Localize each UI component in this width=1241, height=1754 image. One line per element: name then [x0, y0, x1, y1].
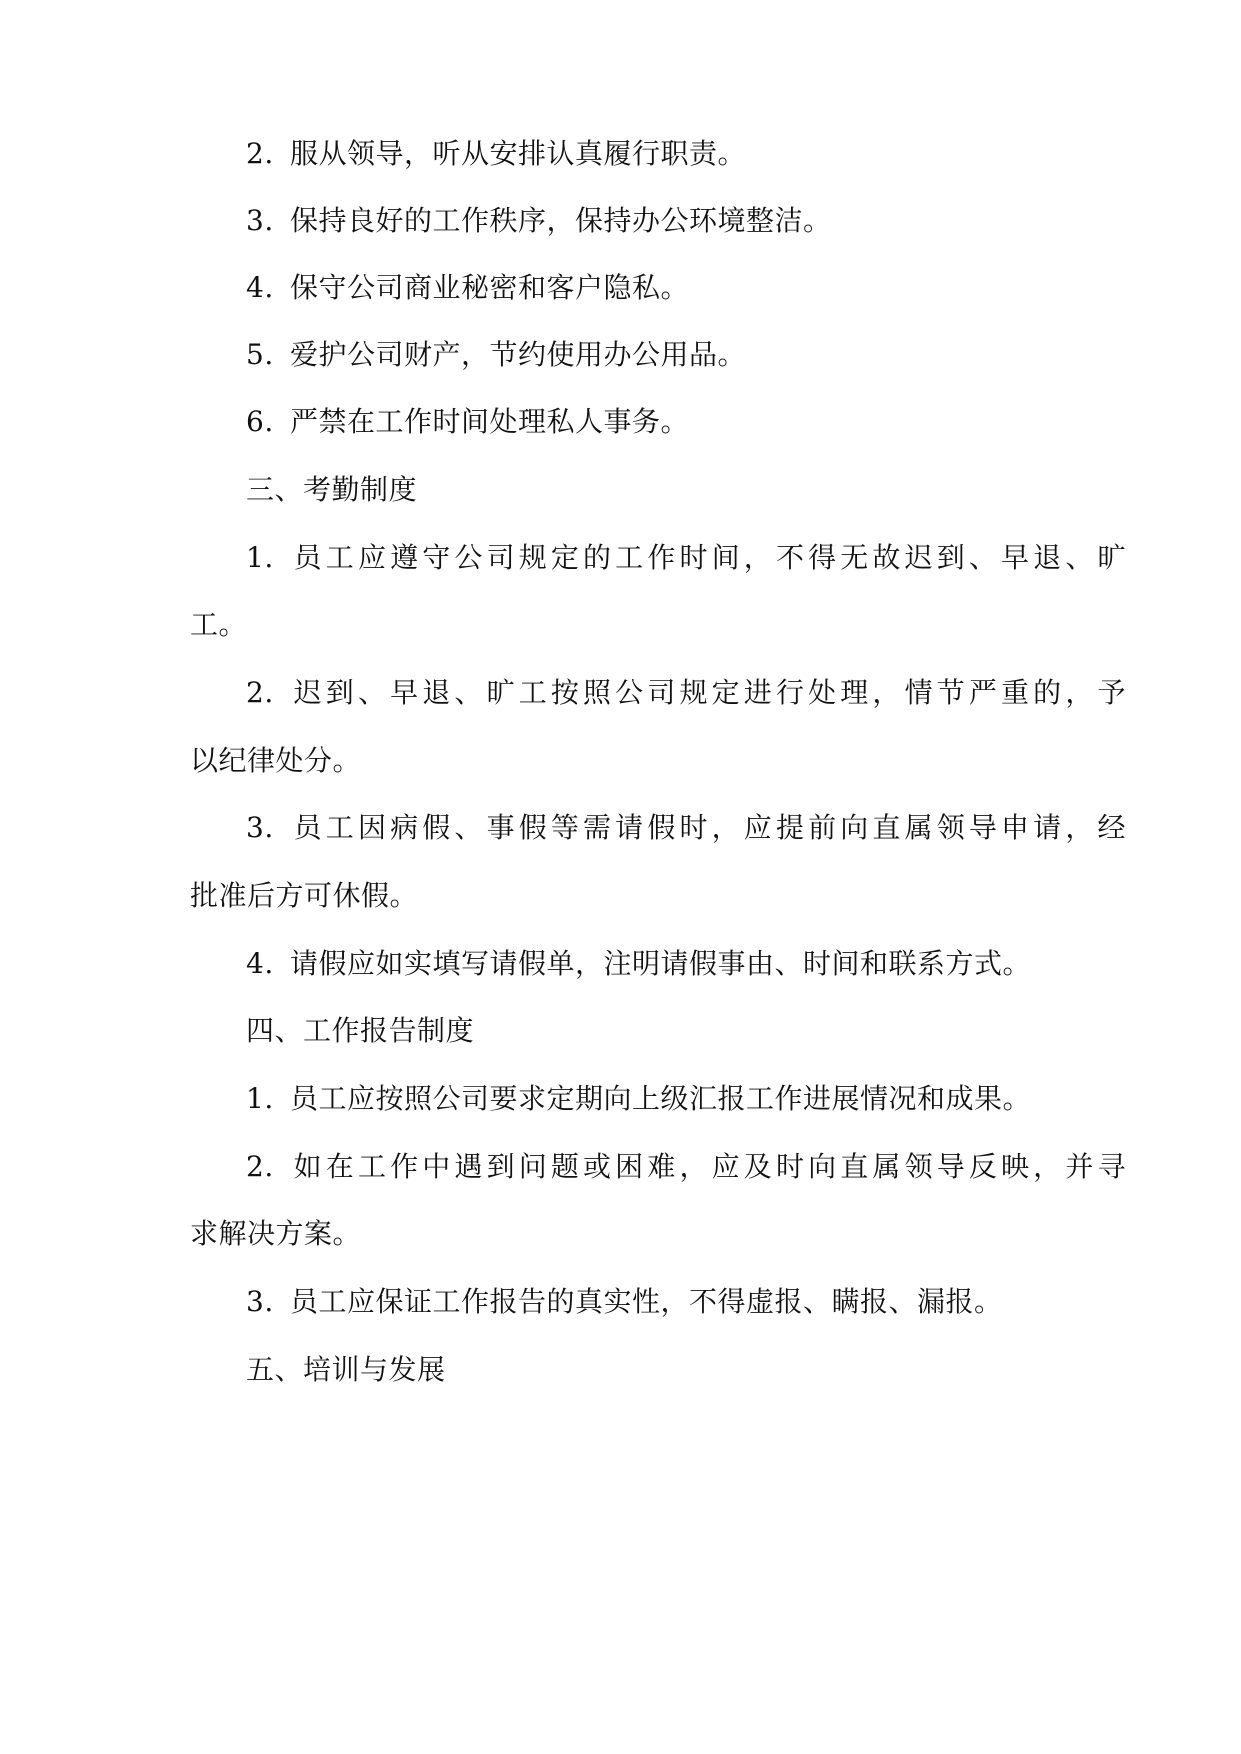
rule-2-6: [190, 398, 1126, 446]
rule-2-5: [190, 331, 1126, 379]
list-number: 2.: [246, 1150, 274, 1183]
list-number: 3.: [246, 204, 274, 237]
rule-3-3-continuation: 批准后方可休假。: [190, 879, 419, 912]
list-number: 2.: [246, 137, 274, 170]
list-text: 迟到、早退、旷工按照公司规定进行处理，情节严重的，予: [290, 676, 1126, 709]
list-number: 6.: [246, 405, 274, 438]
rule-3-2: [190, 669, 1126, 717]
list-number: 1.: [246, 1082, 274, 1115]
rule-2-3: [190, 197, 1126, 245]
rule-2-4: [190, 264, 1126, 312]
rule-4-2-continuation: 求解决方案。: [190, 1217, 362, 1250]
list-number: 4.: [246, 271, 274, 304]
list-text: 如在工作中遇到问题或困难，应及时向直属领导反映，并寻: [290, 1150, 1126, 1183]
rule-3-4: [190, 940, 1126, 988]
list-text: 服从领导，听从安排认真履行职责。: [290, 137, 747, 170]
list-number: 3.: [246, 811, 274, 844]
list-text: 严禁在工作时间处理私人事务。: [290, 405, 690, 438]
rule-2-2: [190, 130, 1126, 178]
list-text: 员工应按照公司要求定期向上级汇报工作进展情况和成果。: [290, 1082, 1032, 1115]
rule-4-3: [190, 1278, 1126, 1326]
rule-3-2-continuation: 以纪律处分。: [190, 744, 362, 777]
rule-4-2: [190, 1143, 1126, 1191]
list-text: 爱护公司财产，节约使用办公用品。: [290, 338, 747, 371]
list-text: 保守公司商业秘密和客户隐私。: [290, 271, 690, 304]
section-heading-work-report: 四、工作报告制度: [246, 1014, 475, 1047]
list-text: 请假应如实填写请假单，注明请假事由、时间和联系方式。: [290, 947, 1032, 980]
rule-3-1-continuation: 工。: [190, 608, 248, 641]
rule-3-1: [190, 534, 1126, 582]
rule-3-3: [190, 804, 1126, 852]
section-heading-attendance: 三、考勤制度: [246, 473, 418, 506]
list-text: 员工应遵守公司规定的工作时间，不得无故迟到、早退、旷: [290, 541, 1126, 574]
list-number: 5.: [246, 338, 274, 371]
list-number: 1.: [246, 541, 274, 574]
list-text: 员工因病假、事假等需请假时，应提前向直属领导申请，经: [290, 811, 1126, 844]
list-number: 4.: [246, 947, 274, 980]
list-number: 2.: [246, 676, 274, 709]
rule-4-1: [190, 1075, 1126, 1123]
list-text: 保持良好的工作秩序，保持办公环境整洁。: [290, 204, 832, 237]
list-text: 员工应保证工作报告的真实性，不得虚报、瞒报、漏报。: [290, 1285, 1003, 1318]
section-heading-training: 五、培训与发展: [246, 1353, 446, 1386]
list-number: 3.: [246, 1285, 274, 1318]
